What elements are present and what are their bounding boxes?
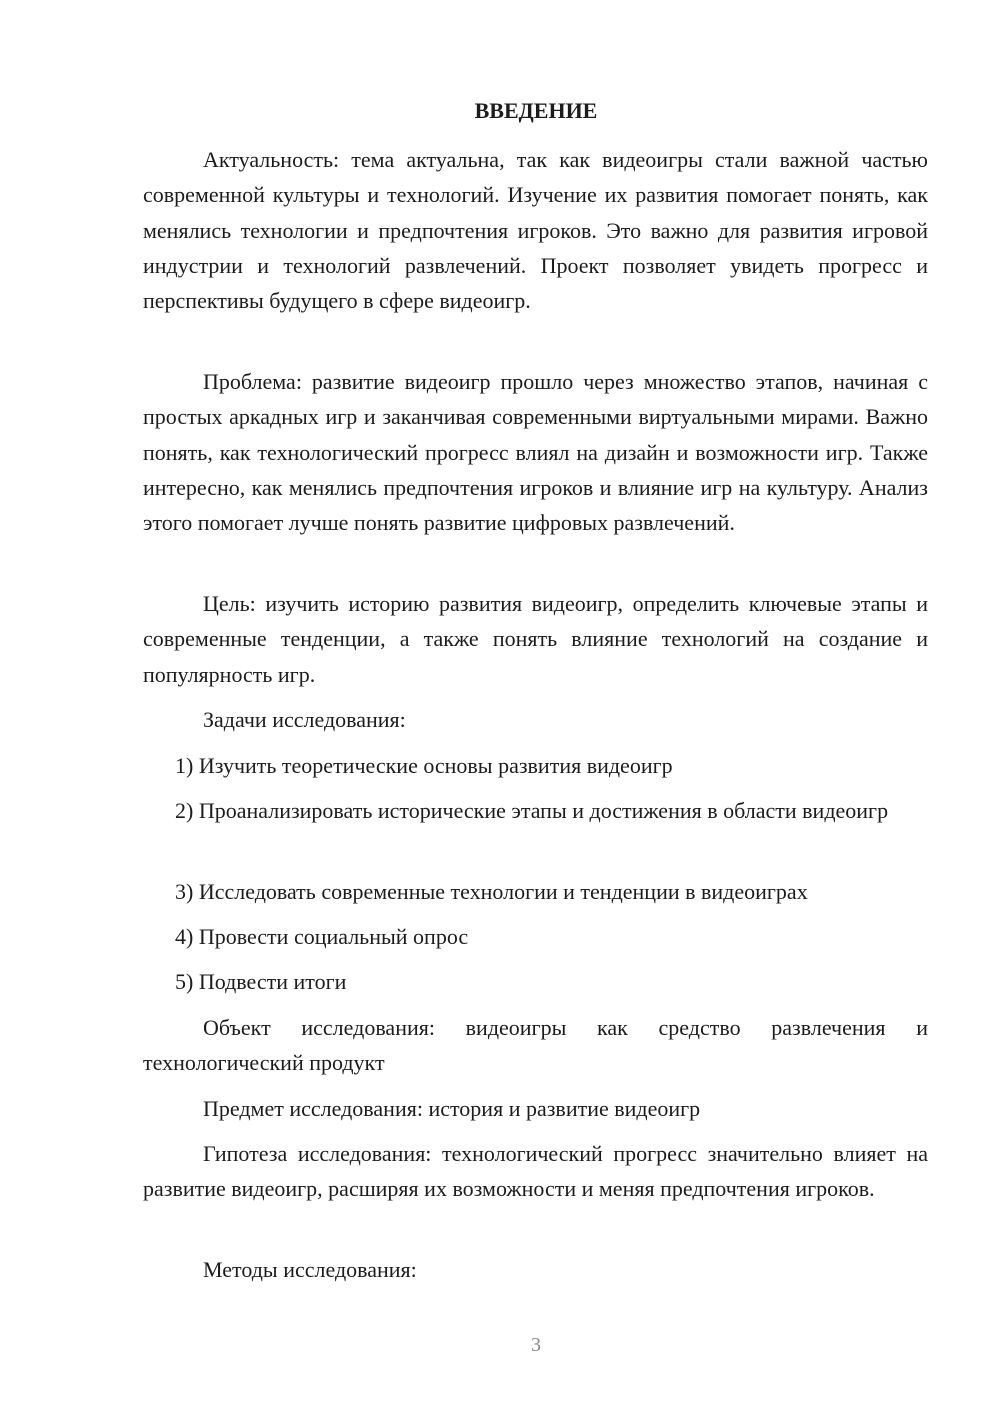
task-item-2: 2) Проанализировать исторические этапы и достижения в области видеоигр <box>175 798 889 823</box>
paragraph-tasks-heading: Задачи исследования: <box>203 707 406 732</box>
paragraph-problem: Проблема: развитие видеоигр прошло через множество этапов, начиная с простых аркадных игр и заканчивая современными виртуальными мирами. Важно понять, как технологический прогресс влиял на дизайн и возможности игр. Также интересно, как менялись предпочтения игроков и влияние игр на культуру. Анализ этого помогает лучше понять развитие цифровых развлечений. <box>143 369 928 536</box>
paragraph-subject: Предмет исследования: история и развитие видеоигр <box>203 1096 701 1121</box>
task-item-4: 4) Провести социальный опрос <box>175 924 469 949</box>
task-item-5: 5) Подвести итоги <box>175 969 347 994</box>
paragraph-hypothesis: Гипотеза исследования: технологический прогресс значительно влияет на развитие видеоигр, расширяя их возможности и меняя предпочтения игроков. <box>143 1141 928 1202</box>
paragraph-object: Объект исследования: видеоигры как средство развлечения и технологический продукт <box>143 1015 928 1076</box>
page-title: ВВЕДЕНИЕ <box>474 98 598 123</box>
task-item-1: 1) Изучить теоретические основы развития видеоигр <box>175 753 673 778</box>
paragraph-methods-heading: Методы исследования: <box>203 1257 417 1282</box>
paragraph-relevance: Актуальность: тема актуальна, так как видеоигры стали важной частью современной культуры и технологий. Изучение их развития помогает понять, как менялись технологии и предпочтения игроков. Это важно для развития игровой индустрии и технологий развлечений. Проект позволяет увидеть прогресс и перспективы будущего в сфере видеоигр. <box>143 147 928 314</box>
page-number: 3 <box>531 1334 541 1356</box>
task-item-3: 3) Исследовать современные технологии и тенденции в видеоиграх <box>175 879 808 904</box>
paragraph-goal: Цель: изучить историю развития видеоигр, определить ключевые этапы и современные тенденции, а также понять влияние технологий на создание и популярность игр. <box>143 591 928 687</box>
